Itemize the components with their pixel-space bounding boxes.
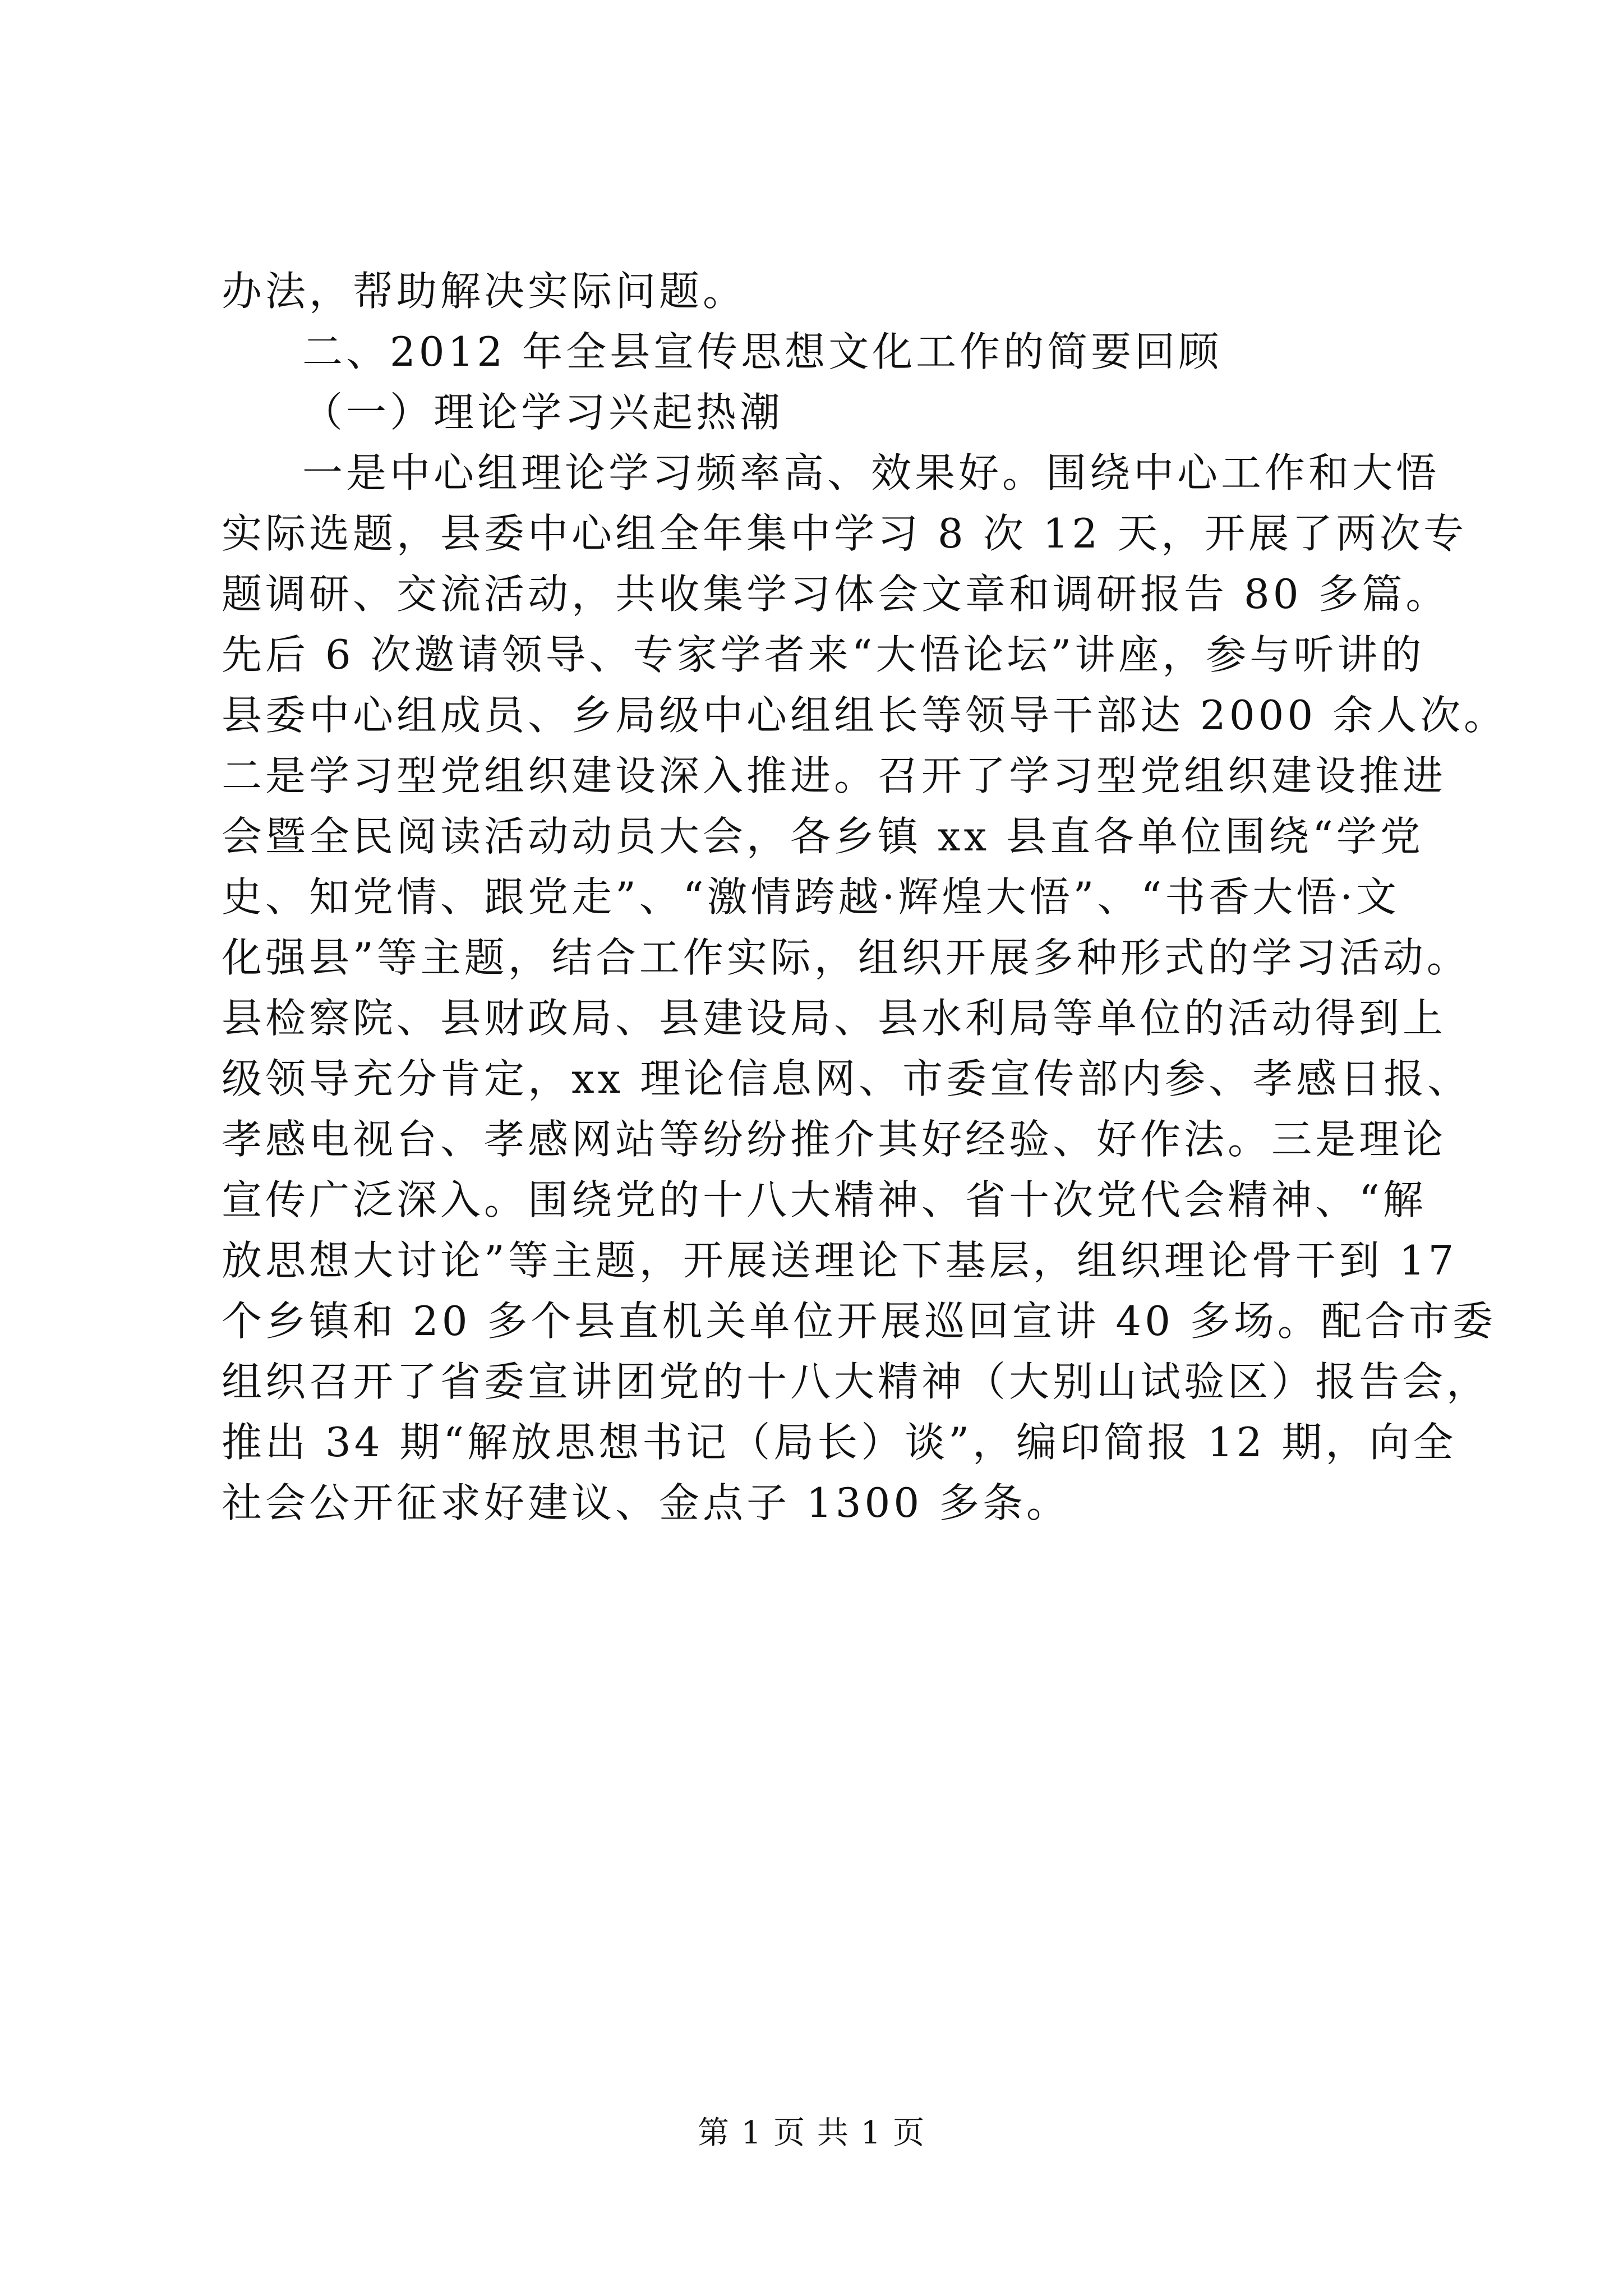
body-line: 宣传广泛深入。围绕党的十八大精神、省十次党代会精神、“解 [222,1176,1427,1223]
body-line: 推出 34 期“解放思想书记（局长）谈”，编印简报 12 期，向全 [222,1419,1457,1466]
document-body [222,261,1508,1533]
body-line: 社会公开征求好建议、金点子 1300 多条。 [222,1479,1071,1526]
body-line: 化强县”等主题，结合工作实际，组织开展多种形式的学习活动。 [222,934,1470,981]
page-number-footer: 第 1 页 共 1 页 [697,2115,926,2151]
body-line: 办法，帮助解决实际问题。 [222,268,747,315]
body-line: 孝感电视台、孝感网站等纷纷推介其好经验、好作法。三是理论 [222,1116,1447,1163]
body-line: 个乡镇和 20 多个县直机关单位开展巡回宣讲 40 多场。配合市委 [222,1297,1496,1345]
body-line: 县委中心组成员、乡局级中心组组长等领导干部达 2000 余人次。 [222,692,1508,739]
body-line: 史、知党情、跟党走”、“激情跨越·辉煌大悟”、“书香大悟·文 [222,873,1400,921]
body-line: 级领导充分肯定，xx 理论信息网、市委宣传部内参、孝感日报、 [222,1055,1472,1102]
body-line: 二是学习型党组织建设深入推进。召开了学习型党组织建设推进 [222,752,1447,799]
body-line: 会暨全民阅读活动动员大会，各乡镇 xx 县直各单位围绕“学党 [222,813,1424,860]
body-line: 县检察院、县财政局、县建设局、县水利局等单位的活动得到上 [222,995,1447,1042]
body-line: 组织召开了省委宣讲团党的十八大精神（大别山试验区）报告会， [222,1358,1491,1405]
subsection-heading: （一）理论学习兴起热潮 [302,389,784,436]
section-heading: 二、2012 年全县宣传思想文化工作的简要回顾 [302,328,1223,375]
body-line: 实际选题，县委中心组全年集中学习 8 次 12 天，开展了两次专 [222,510,1467,557]
body-line: 放思想大讨论”等主题，开展送理论下基层，组织理论骨干到 17 [222,1237,1458,1284]
body-line: 题调研、交流活动，共收集学习体会文章和调研报告 80 多篇。 [222,570,1450,618]
body-line: 一是中心组理论学习频率高、效果好。围绕中心工作和大悟 [302,449,1440,496]
body-line: 先后 6 次邀请领导、专家学者来“大悟论坛”讲座，参与听讲的 [222,631,1425,678]
